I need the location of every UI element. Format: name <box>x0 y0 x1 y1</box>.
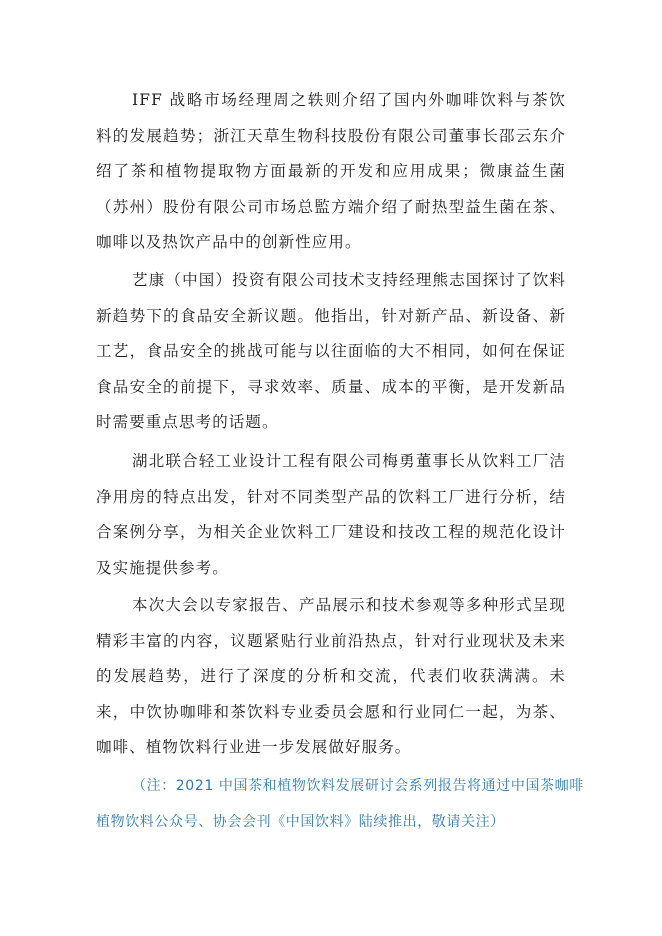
paragraph-factory-design: 湖北联合轻工业设计工程有限公司梅勇董事长从饮料工厂洁净用房的特点出发，针对不同类型产品的饮料工厂进行分析，结合案例分享，为相关企业饮料工厂建设和技改工程的规范化设计及实施提供参考。 <box>96 452 566 577</box>
paragraph-food-safety: 艺康（中国）投资有限公司技术支持经理熊志国探讨了饮料新趋势下的食品安全新议题。他指出，针对新产品、新设备、新工艺，食品安全的挑战可能与以往面临的大不相同，如何在保证食品安全的前提下，寻求效率、质量、成本的平衡，是开发新品时需要重点思考的话题。 <box>96 271 566 431</box>
editor-note: （注：2021 中国茶和植物饮料发展研讨会系列报告将通过中国茶咖啡植物饮料公众号、协会会刊《中国饮料》陆续推出，敬请关注） <box>96 778 584 830</box>
paragraph-conference-summary: 本次大会以专家报告、产品展示和技术参观等多种形式呈现精彩丰富的内容，议题紧贴行业前沿热点，针对行业现状及未来的发展趋势，进行了深度的分析和交流，代表们收获满满。未来，中饮协咖啡和茶饮料专业委员会愿和行业同仁一起，为茶、咖啡、植物饮料行业进一步发展做好服务。 <box>96 596 566 756</box>
paragraph-speakers-beverage-trends: IFF 战略市场经理周之轶则介绍了国内外咖啡饮料与茶饮料的发展趋势；浙江天草生物科技股份有限公司董事长邵云东介绍了茶和植物提取物方面最新的开发和应用成果；微康益生菌（苏州）股份有限公司市场总監方端介绍了耐热型益生菌在茶、咖啡以及热饮产品中的创新性应用。 <box>96 91 566 251</box>
